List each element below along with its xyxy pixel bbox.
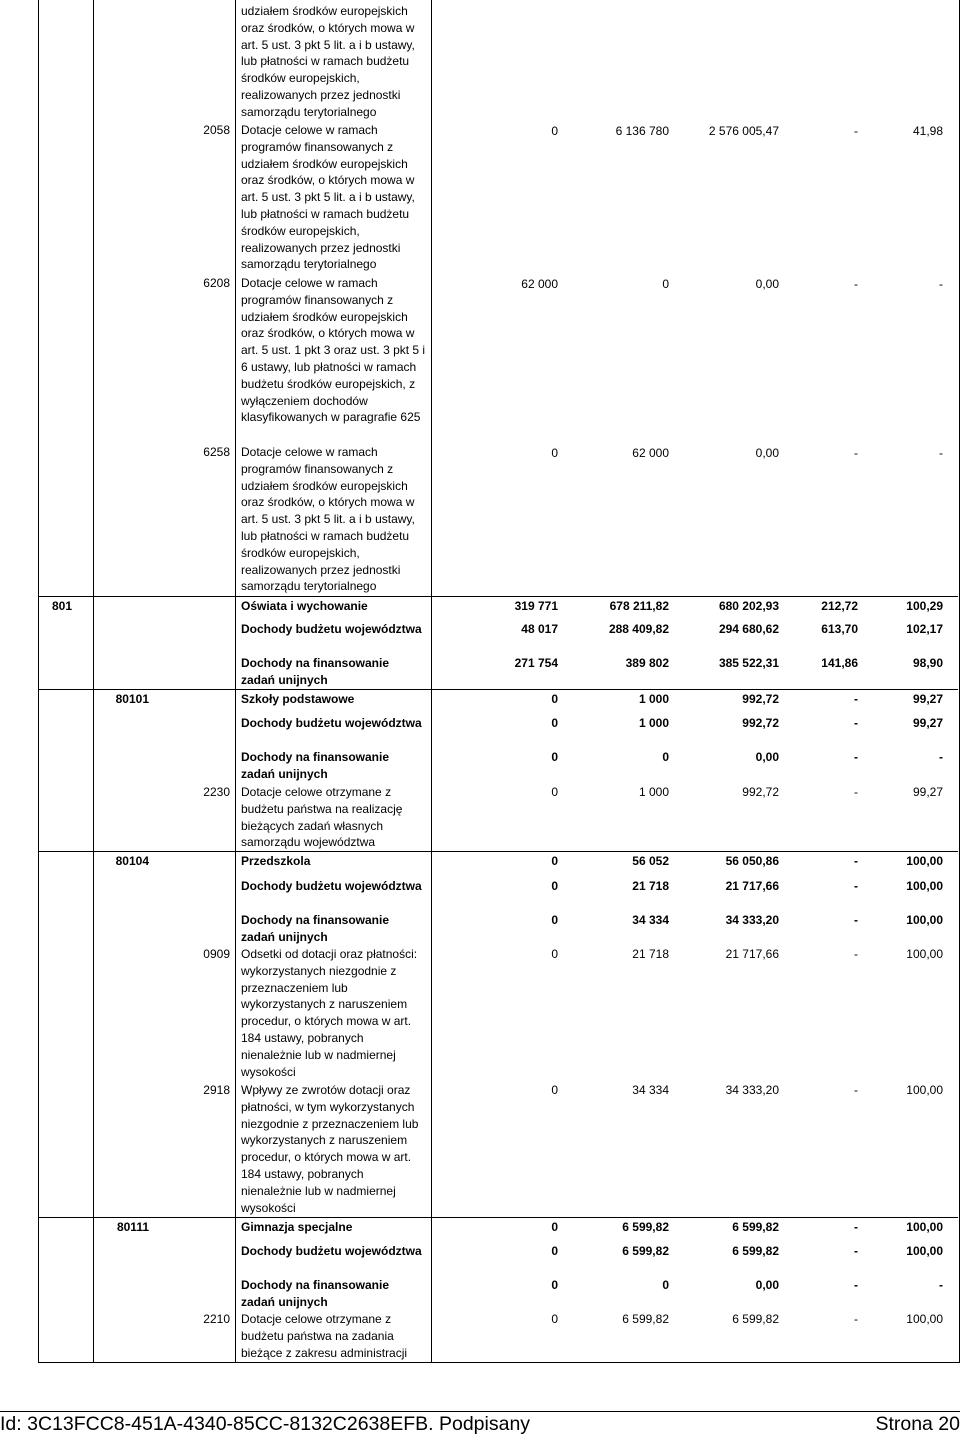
value-execution: 21 717,66 xyxy=(725,947,779,961)
value-plan-after-changes: 21 718 xyxy=(632,947,669,961)
row-description: Dotacje celowe otrzymane z budżetu państwa na zadania bieżące z zakresu administracji xyxy=(241,1312,408,1360)
value-plan: 0 xyxy=(551,1244,558,1258)
value-execution: 680 202,93 xyxy=(718,599,779,613)
value-execution: 2 576 005,47 xyxy=(708,124,779,138)
value-execution: 385 522,31 xyxy=(718,656,779,670)
value-percent-1: - xyxy=(854,1244,858,1258)
section-row xyxy=(38,596,958,621)
value-plan-after-changes: 0 xyxy=(662,1278,669,1292)
value-percent-2: 41,98 xyxy=(912,124,943,138)
value-percent-1: - xyxy=(854,879,858,893)
value-execution: 6 599,82 xyxy=(732,1312,779,1326)
value-percent-2: - xyxy=(939,277,943,291)
value-percent-1: - xyxy=(854,1083,858,1097)
row-description: Dotacje celowe w ramach programów finansowanych z udziałem środków europejskich oraz środków, o których mowa w art. 5 ust. 3 pkt 5 lit. a i b ustawy, lub płatności w ramach budżetu środków europejskich, realizowanych przez jednostki samorządu terytorialnego xyxy=(241,445,415,594)
value-plan-after-changes: 0 xyxy=(662,750,669,764)
table-frame xyxy=(38,0,960,1363)
value-plan-after-changes: 6 599,82 xyxy=(622,1244,669,1258)
value-percent-2: 100,29 xyxy=(906,599,943,613)
value-plan-after-changes: 389 802 xyxy=(625,656,669,670)
row-description: Dotacje celowe w ramach programów finansowanych z udziałem środków europejskich oraz środków, o których mowa w art. 5 ust. 3 pkt 5 lit. a i b ustawy, lub płatności w ramach budżetu środków europejskich, realizowanych przez jednostki samorządu terytorialnego xyxy=(241,123,415,272)
value-percent-1: - xyxy=(854,854,858,868)
value-percent-2: - xyxy=(939,446,943,460)
value-plan: 0 xyxy=(551,913,558,927)
value-execution: 294 680,62 xyxy=(718,622,779,636)
value-percent-2: 99,27 xyxy=(912,785,943,799)
value-execution: 0,00 xyxy=(755,446,779,460)
value-plan: 0 xyxy=(551,1220,558,1234)
value-plan-after-changes: 6 136 780 xyxy=(615,124,669,138)
subtotal-label: Dochody na finansowanie zadań unijnych xyxy=(241,913,390,944)
value-percent-2: 98,90 xyxy=(912,656,943,670)
value-plan-after-changes: 6 599,82 xyxy=(622,1220,669,1234)
value-percent-2: - xyxy=(939,1278,943,1292)
value-percent-1: - xyxy=(854,785,858,799)
row-description: udziałem środków europejskich oraz środków, o których mowa w art. 5 ust. 3 pkt 5 lit. a i b ustawy, lub płatności w ramach budżetu środków europejskich, realizowanych przez jednostki samorządu terytorialnego xyxy=(241,4,415,119)
document-id: Id: 3C13FCC8-451A-4340-85CC-8132C2638EFB. Podpisany xyxy=(0,1413,531,1435)
chapter-code: 80111 xyxy=(116,1220,149,1234)
value-percent-2: 99,27 xyxy=(912,716,943,730)
value-plan-after-changes: 56 052 xyxy=(632,854,669,868)
value-plan: 48 017 xyxy=(521,622,558,636)
value-execution: 992,72 xyxy=(742,716,779,730)
value-plan: 0 xyxy=(551,1312,558,1326)
chapter-title: Szkoły podstawowe xyxy=(241,692,355,706)
chapter-code: 80104 xyxy=(115,854,149,868)
value-percent-1: - xyxy=(854,1312,858,1326)
value-execution: 0,00 xyxy=(755,1278,779,1292)
paragraph-code: 2058 xyxy=(203,123,230,137)
chapter-row xyxy=(38,1217,958,1242)
value-plan: 0 xyxy=(551,124,558,138)
paragraph-code: 2230 xyxy=(203,785,230,799)
value-execution: 0,00 xyxy=(755,277,779,291)
page-number: Strona 20 xyxy=(875,1413,960,1435)
value-percent-1: - xyxy=(854,750,858,764)
value-plan: 0 xyxy=(551,692,558,706)
value-plan: 0 xyxy=(551,750,558,764)
value-execution: 992,72 xyxy=(742,785,779,799)
value-execution: 34 333,20 xyxy=(725,913,779,927)
value-plan-after-changes: 6 599,82 xyxy=(622,1312,669,1326)
value-percent-1: 212,72 xyxy=(821,599,858,613)
value-plan: 0 xyxy=(551,854,558,868)
value-percent-2: 100,00 xyxy=(906,1083,943,1097)
value-execution: 34 333,20 xyxy=(725,1083,779,1097)
subtotal-label: Dochody na finansowanie zadań unijnych xyxy=(241,656,390,687)
value-plan-after-changes: 62 000 xyxy=(632,446,669,460)
value-execution: 0,00 xyxy=(755,750,779,764)
value-plan-after-changes: 1 000 xyxy=(638,785,669,799)
value-execution: 992,72 xyxy=(742,692,779,706)
subtotal-label: Dochody na finansowanie zadań unijnych xyxy=(241,750,390,781)
paragraph-code: 0909 xyxy=(203,947,230,961)
value-percent-2: 99,27 xyxy=(912,692,943,706)
value-plan-after-changes: 34 334 xyxy=(632,1083,669,1097)
subtotal-label: Dochody na finansowanie zadań unijnych xyxy=(241,1278,390,1309)
value-percent-1: - xyxy=(854,913,858,927)
value-plan: 0 xyxy=(551,785,558,799)
value-percent-2: 100,00 xyxy=(906,1244,943,1258)
value-plan: 0 xyxy=(551,947,558,961)
chapter-row xyxy=(38,689,958,714)
value-plan: 0 xyxy=(551,716,558,730)
chapter-title: Przedszkola xyxy=(241,854,311,868)
value-plan-after-changes: 1 000 xyxy=(638,716,669,730)
value-plan: 62 000 xyxy=(521,277,558,291)
value-plan-after-changes: 21 718 xyxy=(632,879,669,893)
value-execution: 6 599,82 xyxy=(732,1244,779,1258)
value-percent-1: - xyxy=(854,947,858,961)
paragraph-code: 6208 xyxy=(203,276,230,290)
value-percent-1: - xyxy=(854,716,858,730)
value-percent-1: - xyxy=(854,446,858,460)
value-execution: 6 599,82 xyxy=(732,1220,779,1234)
subtotal-label: Dochody budżetu województwa xyxy=(241,879,422,893)
row-description: Dotacje celowe w ramach programów finansowanych z udziałem środków europejskich oraz środków, o których mowa w art. 5 ust. 1 pkt 3 oraz ust. 3 pkt 5 i 6 ustawy, lub płatności w ramach budżetu środków europejskich, z wyłączeniem dochodów klasyfikowanych w paragrafie 625 xyxy=(241,276,426,425)
value-percent-2: 102,17 xyxy=(906,622,943,636)
subtotal-label: Dochody budżetu województwa xyxy=(241,1244,422,1258)
value-percent-2: 100,00 xyxy=(906,879,943,893)
value-percent-2: 100,00 xyxy=(906,1312,943,1326)
value-plan-after-changes: 678 211,82 xyxy=(609,599,669,613)
value-percent-2: 100,00 xyxy=(906,947,943,961)
value-plan: 319 771 xyxy=(514,599,558,613)
value-plan-after-changes: 0 xyxy=(662,277,669,291)
value-plan: 0 xyxy=(551,1083,558,1097)
value-percent-1: 613,70 xyxy=(821,622,858,636)
value-plan-after-changes: 1 000 xyxy=(638,692,669,706)
chapter-row xyxy=(38,851,958,876)
value-percent-1: 141,86 xyxy=(821,656,858,670)
paragraph-code: 2918 xyxy=(203,1083,230,1097)
section-code: 801 xyxy=(52,599,73,613)
column-separator xyxy=(93,0,94,1362)
value-percent-1: - xyxy=(854,124,858,138)
value-percent-1: - xyxy=(854,1220,858,1234)
value-plan: 0 xyxy=(551,1278,558,1292)
column-separator xyxy=(235,0,236,1362)
subtotal-label: Dochody budżetu województwa xyxy=(241,622,422,636)
value-plan: 0 xyxy=(551,879,558,893)
value-plan-after-changes: 34 334 xyxy=(632,913,669,927)
row-description: Dotacje celowe otrzymane z budżetu państwa na realizację bieżących zadań własnych samorządu województwa xyxy=(241,785,403,850)
value-percent-1: - xyxy=(854,1278,858,1292)
page-footer xyxy=(0,1411,960,1437)
chapter-code: 80101 xyxy=(115,692,149,706)
value-execution: 21 717,66 xyxy=(725,879,779,893)
value-percent-2: 100,00 xyxy=(906,1220,943,1234)
chapter-title: Gimnazja specjalne xyxy=(241,1220,353,1234)
value-execution: 56 050,86 xyxy=(725,854,779,868)
subtotal-label: Dochody budżetu województwa xyxy=(241,716,422,730)
value-percent-2: - xyxy=(939,750,943,764)
row-description: Wpływy ze zwrotów dotacji oraz płatności, w tym wykorzystanych niezgodnie z przeznaczeniem lub wykorzystanych z naruszeniem procedur, o których mowa w art. 184 ustawy, pobranych nienależnie lub w nadmiernej wysokości xyxy=(241,1083,419,1215)
section-title: Oświata i wychowanie xyxy=(241,599,368,613)
paragraph-code: 6258 xyxy=(203,445,230,459)
column-separator xyxy=(431,0,432,1362)
value-plan-after-changes: 288 409,82 xyxy=(608,622,669,636)
paragraph-code: 2210 xyxy=(203,1312,230,1326)
value-percent-1: - xyxy=(854,692,858,706)
row-description: Odsetki od dotacji oraz płatności: wykorzystanych niezgodnie z przeznaczeniem lub wykorzystanych z naruszeniem procedur, o których mowa w art. 184 ustawy, pobranych nienależnie lub w nadmiernej wysokości xyxy=(241,947,418,1079)
value-percent-2: 100,00 xyxy=(906,854,943,868)
value-plan: 271 754 xyxy=(514,656,558,670)
value-percent-2: 100,00 xyxy=(906,913,943,927)
value-percent-1: - xyxy=(854,277,858,291)
value-plan: 0 xyxy=(551,446,558,460)
